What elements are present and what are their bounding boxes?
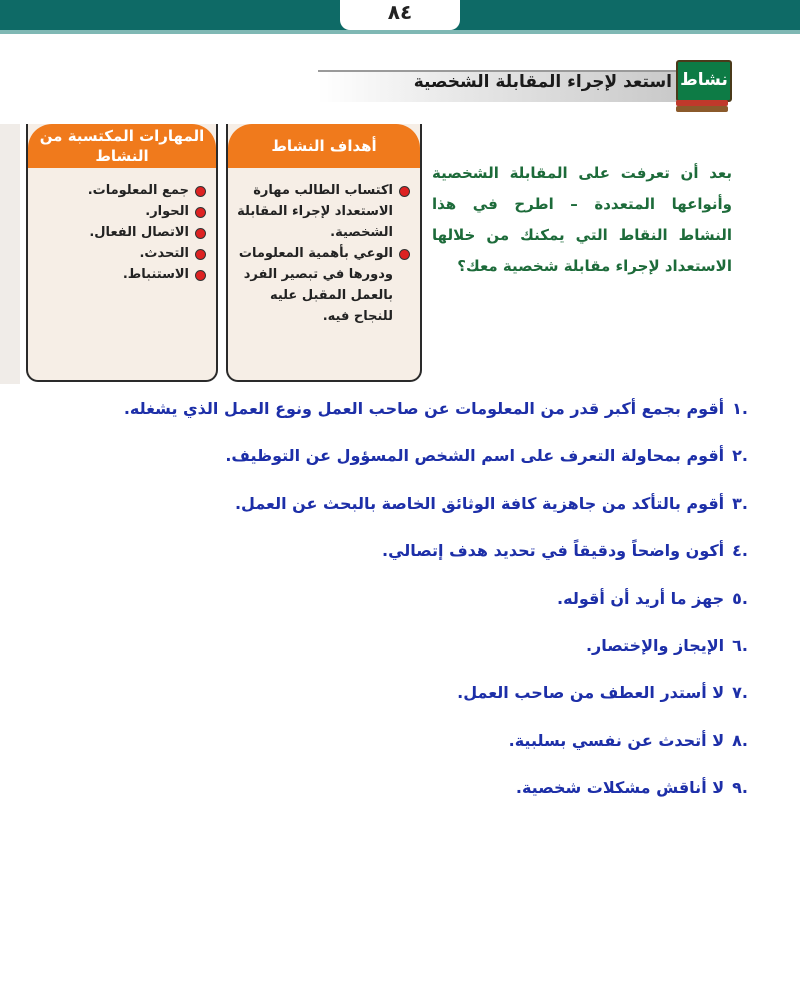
goal-item-text: اكتساب الطالب مهارة الاستعداد لإجراء المقابلة الشخصية. <box>237 183 393 240</box>
skills-list <box>28 168 216 285</box>
goals-card <box>226 124 422 382</box>
step-number: .٤ <box>732 541 748 561</box>
activity-title: استعد لإجراء المقابلة الشخصية <box>413 72 672 92</box>
goals-list <box>228 168 420 327</box>
page-number: ٨٤ <box>340 0 460 30</box>
step-item <box>48 490 748 537</box>
bullet-icon <box>195 207 206 218</box>
step-text: لا أتحدث عن نفسي بسلبية. <box>508 730 725 750</box>
skill-item-text: الاستنباط. <box>122 267 189 282</box>
book-stack-icon-layer <box>676 106 728 112</box>
intro-paragraph: بعد أن تعرفت على المقابلة الشخصية وأنواعها المتعددة – اطرح في هذا النشاط النقاط التي يمكنك من خلالها الاستعداد لإجراء مقابلة شخصية معك؟ <box>432 164 732 275</box>
skill-item-text: جمع المعلومات. <box>87 183 189 198</box>
step-text: لا أناقش مشكلات شخصية. <box>515 778 725 798</box>
bullet-icon <box>195 270 206 281</box>
bullet-icon <box>399 249 410 260</box>
goal-item <box>236 180 410 243</box>
bullet-icon <box>399 186 410 197</box>
step-item <box>48 442 748 489</box>
step-item <box>48 774 748 821</box>
skill-item <box>36 222 206 243</box>
step-item <box>48 585 748 632</box>
activity-badge-label: نشاط <box>676 60 732 102</box>
step-number: .٥ <box>732 588 748 608</box>
step-number: .٣ <box>732 493 748 513</box>
step-text: أقوم بجمع أكبر قدر من المعلومات عن صاحب العمل ونوع العمل الذي يشغله. <box>123 399 725 418</box>
goal-item <box>236 243 410 327</box>
step-text: أكون واضحاً ودقيقاً في تحديد هدف إتصالي. <box>381 541 725 561</box>
step-text: لا أستدر العطف من صاحب العمل. <box>457 683 725 703</box>
step-item <box>48 537 748 584</box>
step-item <box>48 727 748 774</box>
skill-item <box>36 201 206 222</box>
step-item <box>48 395 748 442</box>
step-number: .١ <box>732 399 748 418</box>
skill-item-text: الحوار. <box>145 204 189 219</box>
bullet-icon <box>195 249 206 260</box>
step-text: أقوم بمحاولة التعرف على اسم الشخص المسؤول عن التوظيف. <box>225 446 725 466</box>
activity-badge-icon <box>676 60 728 112</box>
step-text: أقوم بالتأكد من جاهزية كافة الوثائق الخاصة بالبحث عن العمل. <box>234 493 725 513</box>
skill-item <box>36 180 206 201</box>
step-text: جهز ما أريد أن أقوله. <box>557 588 725 608</box>
goals-card-header: أهداف النشاط <box>228 124 420 168</box>
goal-item-text: الوعي بأهمية المعلومات ودورها في تبصير الفرد بالعمل المقبل عليه للنجاح فيه. <box>238 246 393 324</box>
step-number: .٧ <box>732 683 748 703</box>
step-item <box>48 632 748 679</box>
skill-item <box>36 264 206 285</box>
steps-list <box>48 395 748 822</box>
skills-card <box>26 124 218 382</box>
page-edge-shadow <box>0 124 20 384</box>
step-number: .٢ <box>732 446 748 466</box>
step-text: الإيجاز والإختصار. <box>585 635 725 655</box>
bullet-icon <box>195 228 206 239</box>
step-number: .٨ <box>732 730 748 750</box>
step-number: .٩ <box>732 778 748 798</box>
step-number: .٦ <box>732 635 748 655</box>
skills-card-header: المهارات المكتسبة من النشاط <box>28 124 216 168</box>
header-divider <box>0 30 800 34</box>
skill-item-text: الاتصال الفعال. <box>89 225 189 240</box>
bullet-icon <box>195 186 206 197</box>
skill-item <box>36 243 206 264</box>
skill-item-text: التحدث. <box>139 246 189 261</box>
step-item <box>48 679 748 726</box>
